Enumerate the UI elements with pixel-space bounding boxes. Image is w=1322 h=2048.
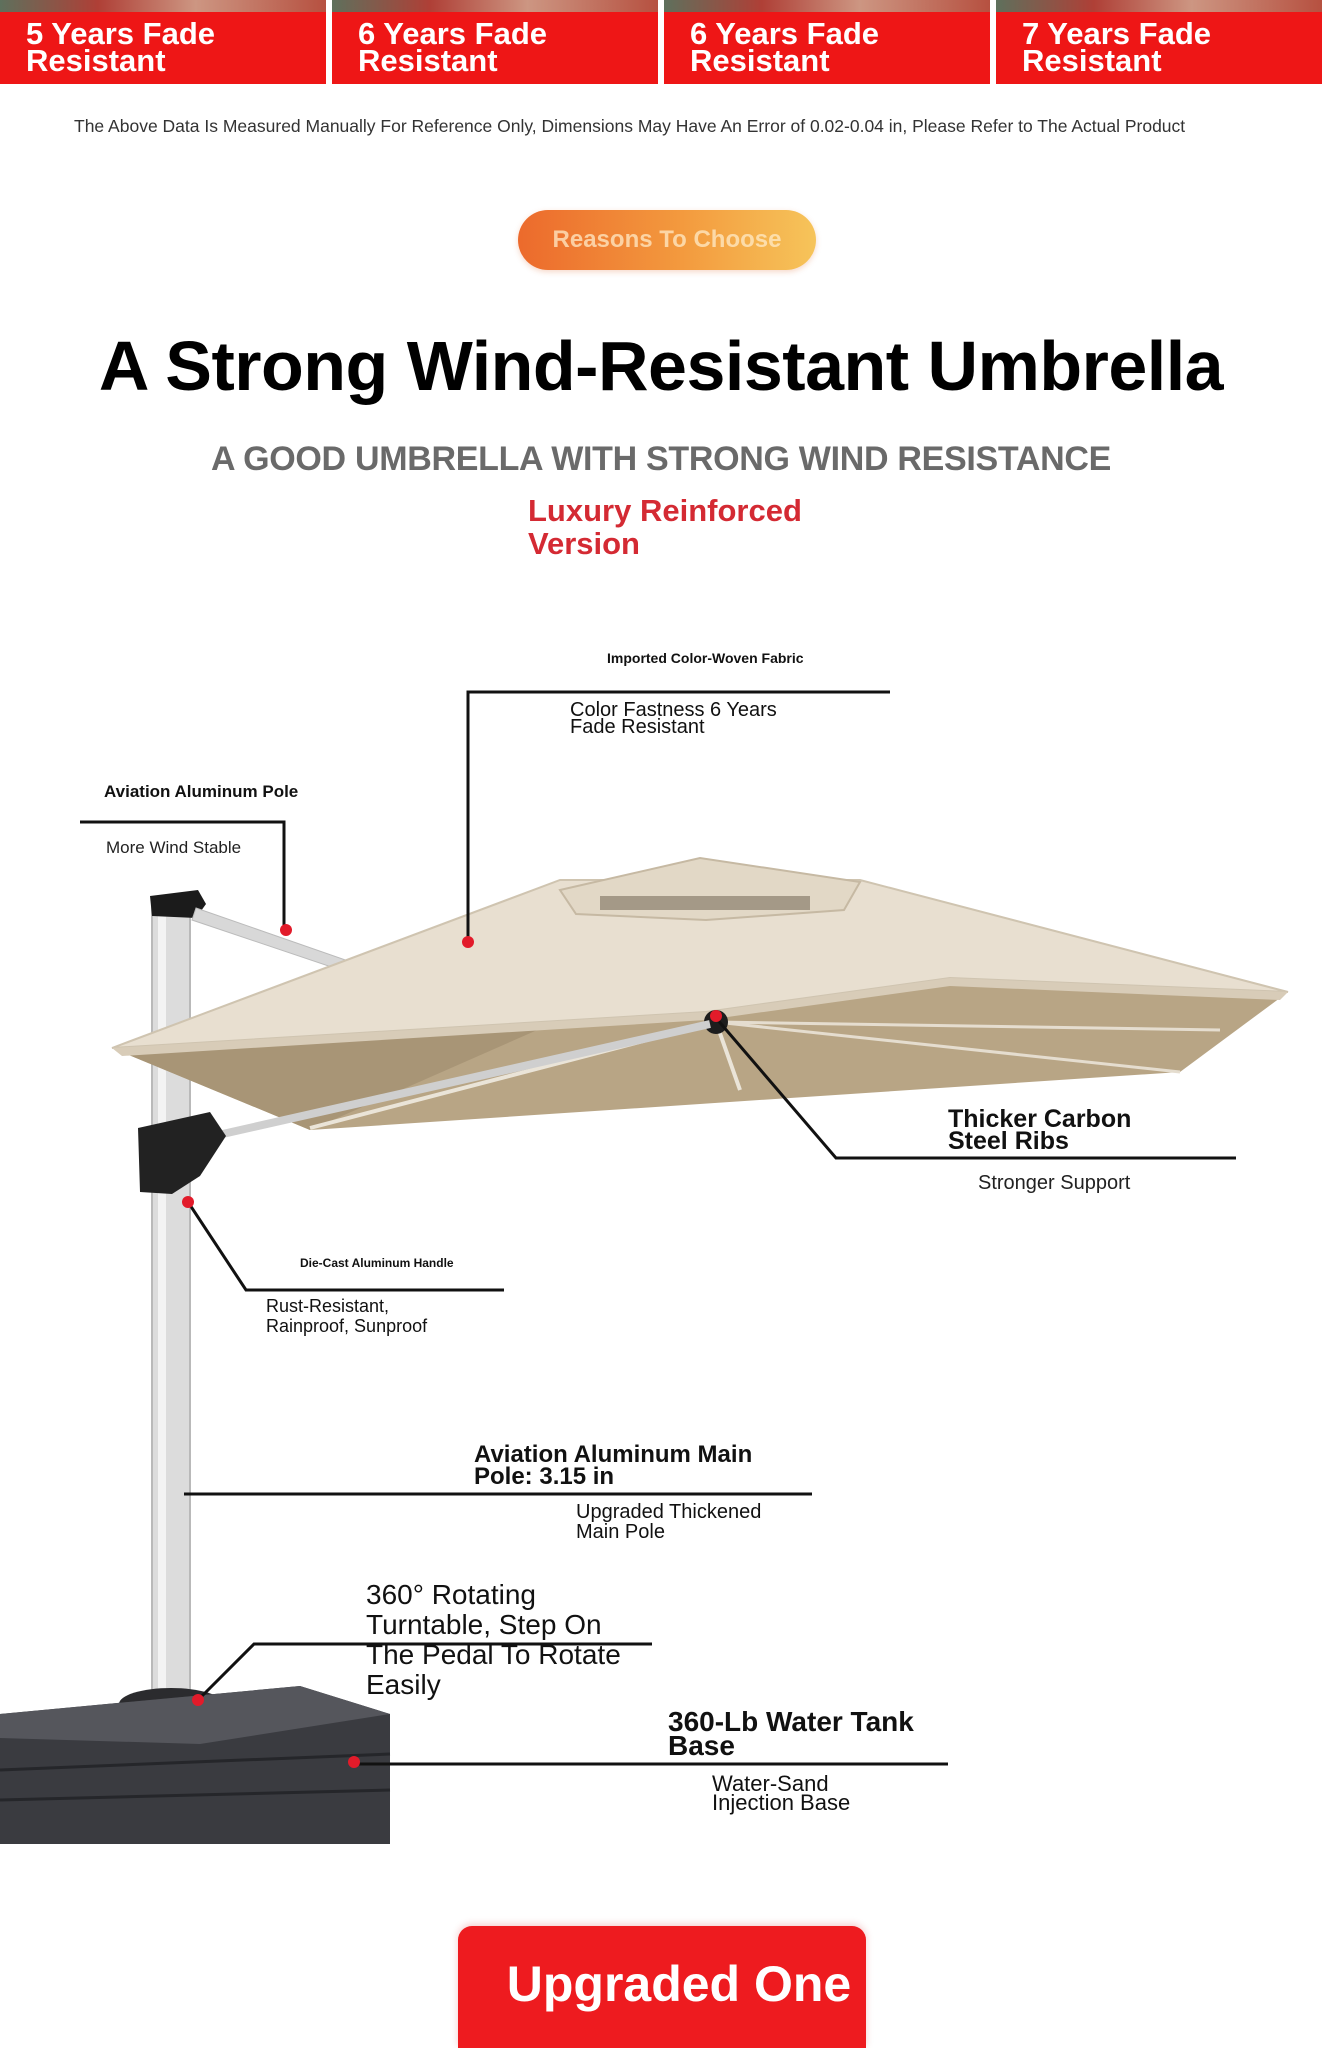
- upgraded-one-button[interactable]: Upgraded One: [458, 1926, 866, 2048]
- turntable-line4: Easily: [366, 1669, 441, 1700]
- base-callout-title: [668, 1706, 914, 1761]
- turntable-callout: [366, 1580, 621, 1700]
- handle-desc-line1: Rust-Resistant,: [266, 1296, 390, 1316]
- fade-badge-line1: 5 Years Fade: [26, 16, 216, 51]
- turntable-line2: Turntable, Step On: [366, 1609, 602, 1640]
- fade-badge-line2: Resistant: [26, 43, 166, 78]
- fade-badge-7-years: [996, 0, 1322, 84]
- base-desc-line1: Water-Sand: [712, 1771, 829, 1796]
- reasons-to-choose-pill: Reasons To Choose: [518, 210, 816, 270]
- base-callout-desc: [712, 1771, 851, 1815]
- handle-desc-line2: Rainproof, Sunproof: [266, 1316, 428, 1336]
- fade-badge-6-years: [332, 0, 658, 84]
- main-pole-desc-line2: Main Pole: [576, 1521, 665, 1543]
- main-pole-callout-title: [474, 1441, 753, 1490]
- pole-callout-title: Aviation Aluminum Pole: [104, 782, 299, 801]
- fabric-callout-title: Imported Color-Woven Fabric: [607, 650, 804, 666]
- ribs-title-line1: Thicker Carbon: [948, 1105, 1132, 1133]
- fade-badge-line1: 6 Years Fade: [690, 16, 880, 51]
- handle-callout-title: Die-Cast Aluminum Handle: [300, 1256, 454, 1270]
- main-pole-title-line1: Aviation Aluminum Main: [474, 1441, 753, 1468]
- fade-badge-5-years: [0, 0, 326, 84]
- fade-badge-line1: 7 Years Fade: [1022, 16, 1212, 51]
- main-pole-title-line2: Pole: 3.15 in: [474, 1463, 615, 1490]
- ribs-callout-desc: Stronger Support: [978, 1172, 1131, 1194]
- version-label: [528, 494, 828, 560]
- fabric-desc-line2: Fade Resistant: [570, 716, 705, 738]
- fade-badge-line1: 6 Years Fade: [358, 16, 548, 51]
- fade-badge-6-years-b: [664, 0, 990, 84]
- base-desc-line2: Injection Base: [712, 1790, 851, 1815]
- turntable-line3: The Pedal To Rotate: [366, 1639, 621, 1670]
- version-line1: Luxury Reinforced: [528, 493, 802, 528]
- pole-callout-desc: More Wind Stable: [106, 838, 242, 857]
- main-pole-desc-line1: Upgraded Thickened: [576, 1501, 762, 1523]
- umbrella-diagram: [0, 620, 1322, 1880]
- turntable-line1: 360° Rotating: [366, 1579, 536, 1610]
- ribs-title-line2: Steel Ribs: [948, 1127, 1069, 1155]
- page-title: A Strong Wind-Resistant Umbrella: [98, 327, 1224, 405]
- page-subtitle: A GOOD UMBRELLA WITH STRONG WIND RESISTANCE: [210, 440, 1112, 478]
- fade-badge-line2: Resistant: [690, 43, 830, 78]
- fade-badge-line2: Resistant: [358, 43, 498, 78]
- base-title-line1: 360-Lb Water Tank: [668, 1706, 914, 1737]
- ribs-callout-title: [948, 1105, 1132, 1155]
- base-title-line2: Base: [668, 1730, 735, 1761]
- handle-callout-desc: [266, 1296, 427, 1336]
- umbrella-illustration: [0, 620, 1322, 1880]
- main-pole-callout-desc: [576, 1502, 761, 1542]
- fade-badge-line2: Resistant: [1022, 43, 1162, 78]
- fade-badge-strip: [0, 0, 1322, 86]
- measurement-disclaimer: The Above Data Is Measured Manually For Reference Only, Dimensions May Have An Error of 0.02-0.04 in, Please Refer to The Actual Product: [74, 116, 1186, 136]
- fabric-desc-line1: Color Fastness 6 Years: [570, 699, 777, 721]
- fabric-callout-desc: [570, 699, 777, 738]
- version-line2: Version: [528, 526, 640, 561]
